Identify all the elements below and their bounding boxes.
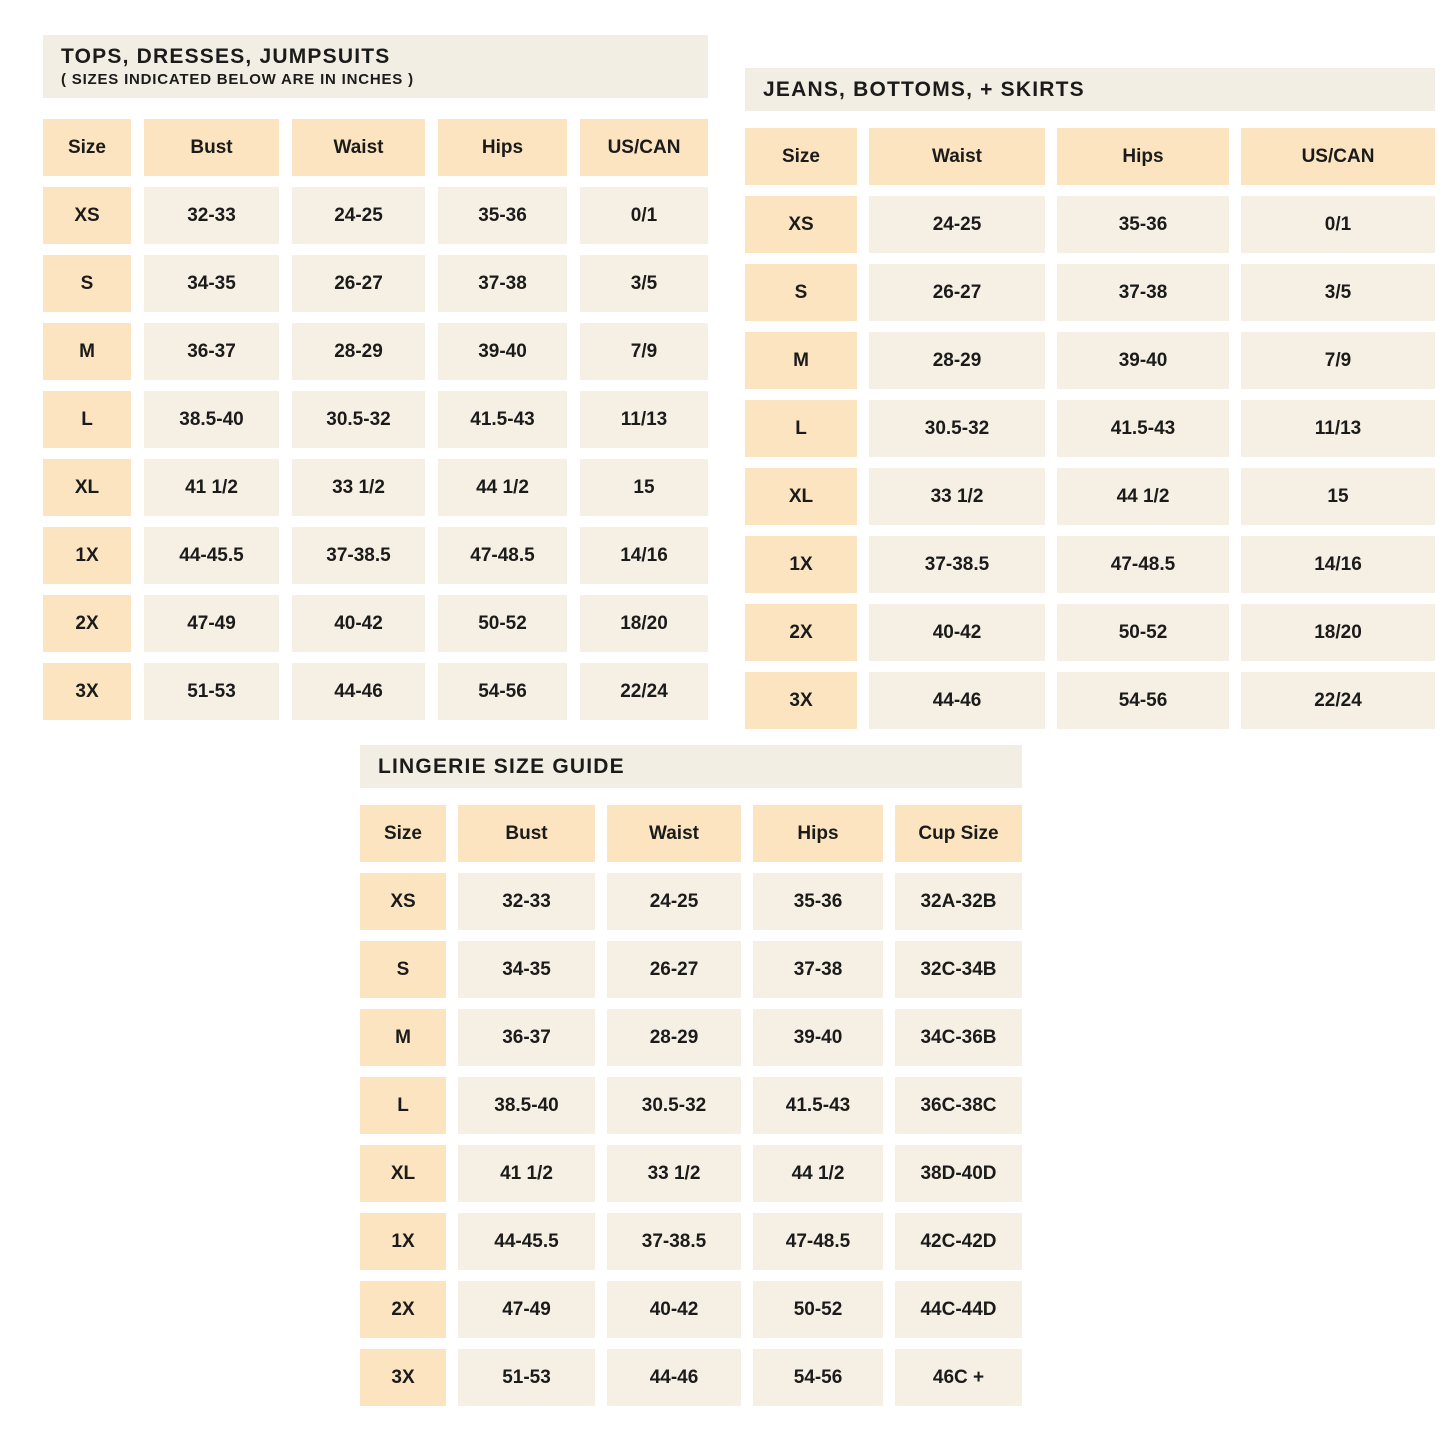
measurement-cell-bust: 44-45.5: [144, 527, 279, 584]
measurement-cell-bust: 36-37: [144, 323, 279, 380]
measurement-cell-hips: 47-48.5: [753, 1213, 883, 1270]
measurement-cell-us-can: 7/9: [1241, 332, 1435, 389]
measurement-cell-hips: 41.5-43: [1057, 400, 1229, 457]
column-header-waist: Waist: [292, 119, 425, 176]
measurement-cell-hips: 41.5-43: [438, 391, 567, 448]
measurement-cell-us-can: 3/5: [1241, 264, 1435, 321]
measurement-cell-hips: 41.5-43: [753, 1077, 883, 1134]
measurement-cell-waist: 33 1/2: [607, 1145, 741, 1202]
column-header-waist: Waist: [869, 128, 1045, 185]
size-label-2x: 2X: [360, 1281, 446, 1338]
measurement-cell-waist: 28-29: [869, 332, 1045, 389]
measurement-cell-bust: 32-33: [458, 873, 595, 930]
measurement-cell-cup-size: 36C-38C: [895, 1077, 1022, 1134]
measurement-cell-us-can: 14/16: [580, 527, 708, 584]
measurement-cell-waist: 30.5-32: [607, 1077, 741, 1134]
column-header-bust: Bust: [144, 119, 279, 176]
measurement-cell-hips: 37-38: [438, 255, 567, 312]
size-label-3x: 3X: [360, 1349, 446, 1406]
size-label-l: L: [360, 1077, 446, 1134]
measurement-cell-hips: 50-52: [438, 595, 567, 652]
column-header-hips: Hips: [753, 805, 883, 862]
measurement-cell-hips: 47-48.5: [438, 527, 567, 584]
measurement-cell-us-can: 14/16: [1241, 536, 1435, 593]
size-label-s: S: [360, 941, 446, 998]
lingerie-table-title: LINGERIE SIZE GUIDE: [378, 755, 625, 778]
size-label-3x: 3X: [745, 672, 857, 729]
measurement-cell-us-can: 18/20: [1241, 604, 1435, 661]
measurement-cell-us-can: 15: [580, 459, 708, 516]
lingerie-size-table: [360, 805, 1022, 1406]
measurement-cell-bust: 34-35: [458, 941, 595, 998]
measurement-cell-us-can: 0/1: [580, 187, 708, 244]
measurement-cell-hips: 35-36: [438, 187, 567, 244]
size-label-s: S: [745, 264, 857, 321]
measurement-cell-waist: 37-38.5: [292, 527, 425, 584]
measurement-cell-hips: 39-40: [753, 1009, 883, 1066]
measurement-cell-cup-size: 44C-44D: [895, 1281, 1022, 1338]
measurement-cell-bust: 34-35: [144, 255, 279, 312]
size-label-xs: XS: [745, 196, 857, 253]
measurement-cell-waist: 33 1/2: [292, 459, 425, 516]
size-label-1x: 1X: [360, 1213, 446, 1270]
measurement-cell-cup-size: 32A-32B: [895, 873, 1022, 930]
column-header-us-can: US/CAN: [580, 119, 708, 176]
measurement-cell-hips: 39-40: [1057, 332, 1229, 389]
column-header-size: Size: [745, 128, 857, 185]
size-label-xs: XS: [43, 187, 131, 244]
measurement-cell-us-can: 0/1: [1241, 196, 1435, 253]
measurement-cell-bust: 47-49: [458, 1281, 595, 1338]
measurement-cell-hips: 44 1/2: [1057, 468, 1229, 525]
measurement-cell-waist: 37-38.5: [869, 536, 1045, 593]
measurement-cell-hips: 35-36: [753, 873, 883, 930]
measurement-cell-cup-size: 32C-34B: [895, 941, 1022, 998]
measurement-cell-bust: 51-53: [458, 1349, 595, 1406]
measurement-cell-bust: 38.5-40: [458, 1077, 595, 1134]
measurement-cell-bust: 36-37: [458, 1009, 595, 1066]
measurement-cell-waist: 44-46: [607, 1349, 741, 1406]
column-header-us-can: US/CAN: [1241, 128, 1435, 185]
measurement-cell-waist: 26-27: [292, 255, 425, 312]
measurement-cell-waist: 33 1/2: [869, 468, 1045, 525]
size-label-1x: 1X: [43, 527, 131, 584]
measurement-cell-hips: 54-56: [438, 663, 567, 720]
size-label-s: S: [43, 255, 131, 312]
measurement-cell-cup-size: 34C-36B: [895, 1009, 1022, 1066]
measurement-cell-cup-size: 46C +: [895, 1349, 1022, 1406]
column-header-bust: Bust: [458, 805, 595, 862]
measurement-cell-bust: 51-53: [144, 663, 279, 720]
measurement-cell-waist: 40-42: [292, 595, 425, 652]
measurement-cell-us-can: 22/24: [580, 663, 708, 720]
measurement-cell-us-can: 7/9: [580, 323, 708, 380]
column-header-size: Size: [360, 805, 446, 862]
measurement-cell-waist: 26-27: [869, 264, 1045, 321]
jeans-table-title: JEANS, BOTTOMS, + SKIRTS: [763, 78, 1085, 101]
size-label-xl: XL: [360, 1145, 446, 1202]
measurement-cell-hips: 50-52: [1057, 604, 1229, 661]
size-label-2x: 2X: [745, 604, 857, 661]
measurement-cell-bust: 44-45.5: [458, 1213, 595, 1270]
measurement-cell-waist: 40-42: [607, 1281, 741, 1338]
measurement-cell-bust: 47-49: [144, 595, 279, 652]
lingerie-title-bar: [360, 745, 1022, 788]
column-header-hips: Hips: [438, 119, 567, 176]
size-label-3x: 3X: [43, 663, 131, 720]
measurement-cell-hips: 37-38: [1057, 264, 1229, 321]
column-header-hips: Hips: [1057, 128, 1229, 185]
size-label-m: M: [43, 323, 131, 380]
column-header-waist: Waist: [607, 805, 741, 862]
measurement-cell-hips: 37-38: [753, 941, 883, 998]
measurement-cell-waist: 28-29: [292, 323, 425, 380]
measurement-cell-us-can: 18/20: [580, 595, 708, 652]
size-label-m: M: [745, 332, 857, 389]
measurement-cell-waist: 30.5-32: [869, 400, 1045, 457]
measurement-cell-bust: 38.5-40: [144, 391, 279, 448]
measurement-cell-us-can: 11/13: [1241, 400, 1435, 457]
size-label-1x: 1X: [745, 536, 857, 593]
measurement-cell-waist: 24-25: [292, 187, 425, 244]
measurement-cell-waist: 37-38.5: [607, 1213, 741, 1270]
measurement-cell-cup-size: 38D-40D: [895, 1145, 1022, 1202]
column-header-size: Size: [43, 119, 131, 176]
measurement-cell-hips: 50-52: [753, 1281, 883, 1338]
tops-size-table: [43, 119, 708, 720]
size-label-l: L: [745, 400, 857, 457]
size-chart-tops-dresses-jumpsuits: [43, 35, 708, 720]
measurement-cell-us-can: 11/13: [580, 391, 708, 448]
column-header-cup-size: Cup Size: [895, 805, 1022, 862]
measurement-cell-hips: 44 1/2: [438, 459, 567, 516]
measurement-cell-waist: 44-46: [292, 663, 425, 720]
measurement-cell-hips: 54-56: [753, 1349, 883, 1406]
size-chart-lingerie: [360, 745, 1022, 1406]
size-chart-jeans-bottoms-skirts: [745, 68, 1435, 729]
tops-table-title: TOPS, DRESSES, JUMPSUITS: [61, 45, 391, 68]
measurement-cell-hips: 39-40: [438, 323, 567, 380]
measurement-cell-waist: 28-29: [607, 1009, 741, 1066]
jeans-title-bar: [745, 68, 1435, 111]
measurement-cell-waist: 30.5-32: [292, 391, 425, 448]
measurement-cell-us-can: 22/24: [1241, 672, 1435, 729]
measurement-cell-bust: 41 1/2: [144, 459, 279, 516]
measurement-cell-waist: 44-46: [869, 672, 1045, 729]
size-label-m: M: [360, 1009, 446, 1066]
tops-table-subtitle: ( SIZES INDICATED BELOW ARE IN INCHES ): [61, 71, 414, 88]
size-label-xl: XL: [745, 468, 857, 525]
measurement-cell-waist: 40-42: [869, 604, 1045, 661]
measurement-cell-hips: 47-48.5: [1057, 536, 1229, 593]
measurement-cell-cup-size: 42C-42D: [895, 1213, 1022, 1270]
measurement-cell-waist: 24-25: [607, 873, 741, 930]
measurement-cell-bust: 32-33: [144, 187, 279, 244]
size-label-xl: XL: [43, 459, 131, 516]
measurement-cell-us-can: 15: [1241, 468, 1435, 525]
measurement-cell-bust: 41 1/2: [458, 1145, 595, 1202]
measurement-cell-waist: 26-27: [607, 941, 741, 998]
measurement-cell-hips: 35-36: [1057, 196, 1229, 253]
measurement-cell-waist: 24-25: [869, 196, 1045, 253]
size-label-xs: XS: [360, 873, 446, 930]
measurement-cell-hips: 54-56: [1057, 672, 1229, 729]
measurement-cell-us-can: 3/5: [580, 255, 708, 312]
jeans-size-table: [745, 128, 1435, 729]
measurement-cell-hips: 44 1/2: [753, 1145, 883, 1202]
size-label-2x: 2X: [43, 595, 131, 652]
size-label-l: L: [43, 391, 131, 448]
tops-title-bar: [43, 35, 708, 98]
